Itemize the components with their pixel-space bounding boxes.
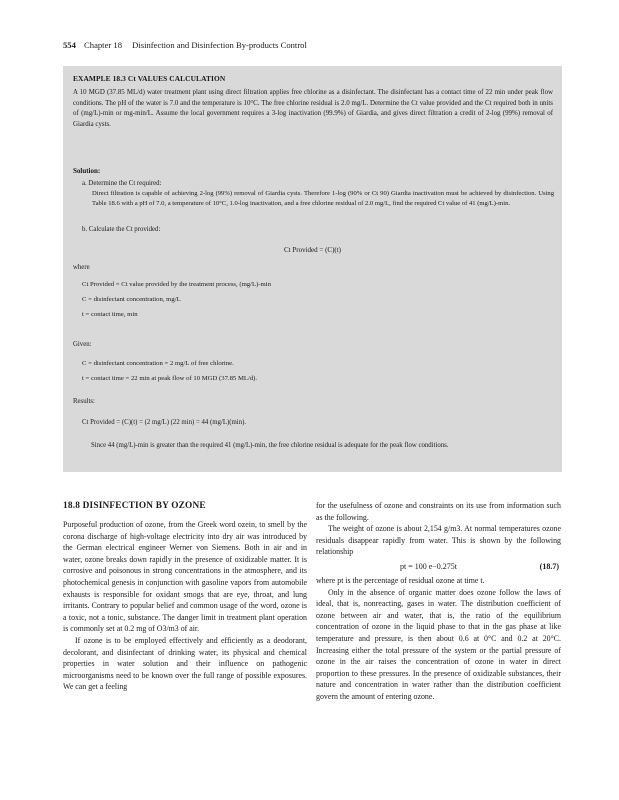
paragraph: If ozone is to be employed effectively and efficiently as a deodorant, decolorant, and disinfectant of drinking water, its physical and chemical properties in water solution and their influence on pathogenic microorganisms need to be known over the full range of possible exposures. We can get a feeling xyxy=(63,635,307,692)
result-equation: Ct Provided = (C)(t) = (2 mg/L) (22 min) = 44 (mg/L)(min). xyxy=(82,419,247,426)
paragraph: for the usefulness of ozone and constraints on its use from information such as the following. xyxy=(316,501,561,522)
paragraph: where pt is the percentage of residual ozone at time t. xyxy=(316,575,485,585)
equation-number: (18.7) xyxy=(539,561,559,571)
ozone-decay-equation xyxy=(316,558,561,575)
step-a-text: Direct filtration is capable of achieving 2-log (99%) removal of Giardia cysts. Therefore 1-log (90% or Ct 90) Giardia inactivation must be achieved by disinfection. Using Table 18.6 with a pH of 7.0, a temperature of 10°C, 1.0-log inactivation, and a free chlorine residual of 2.0 mg/L, find the required Ct value of 41 (mg/L)-min. xyxy=(92,190,554,208)
example-title: EXAMPLE 18.3 Ct VALUES CALCULATION xyxy=(73,74,226,83)
chapter-title: Disinfection and Disinfection By-products Control xyxy=(132,40,307,50)
left-column xyxy=(63,519,307,693)
given-t: t = contact time = 22 min at peak flow of 10 MGD (37.85 ML/d). xyxy=(82,375,258,382)
paragraph: Only in the absence of organic matter does ozone follow the laws of ideal, that is, nonreacting, gases in water. The distribution coefficient of ozone between air and water, that is, the ratio of the equilibrium concentration of ozone in the liquid phase to that in the gas phase at like temperature and pressure, is then about 0.6 at 0°C and 0.2 at 20°C. Increasing either the total pressure of the system or the partial pressure of ozone in the air raises the concentration of ozone in water in direct proportion to these pressures. In the presence of oxidizable substances, their nature and concentration in water rather than the distribution coefficient govern the amount of entering ozone. xyxy=(316,587,561,701)
example-problem: A 10 MGD (37.85 ML/d) water treatment plant using direct filtration applies free chlorine as a disinfectant. The disinfectant has a contact time of 22 min under peak flow conditions. The pH of the water is 7.0 and the temperature is 10°C. The free chlorine residual is 2.0 mg/L. Determine the Ct value provided and the Ct required both in units of (mg/L)-min or mg-min/L. Assume the local government requires a 3-log inactivation (99.9%) of Giardia, and gives direct filtration a credit of 2-log (99%) removal of Giardia cysts. xyxy=(73,89,553,128)
definition-c: C = disinfectant concentration, mg/L xyxy=(82,296,181,303)
conclusion: Since 44 (mg/L)-min is greater than the required 41 (mg/L)-min, the free chlorine residual is adequate for the peak flow conditions. xyxy=(91,442,449,449)
where-label: where xyxy=(73,264,90,271)
solution-heading: Solution: xyxy=(73,167,101,175)
page-number: 554 xyxy=(63,40,76,50)
equation-expression: pt = 100 e−0.275t xyxy=(400,561,458,571)
section-heading: 18.8 DISINFECTION BY OZONE xyxy=(63,501,206,511)
definition-ct: Ct Provided = Ct value provided by the treatment process, (mg/L)-min xyxy=(82,281,271,288)
results-label: Results: xyxy=(73,398,95,405)
running-header xyxy=(63,40,307,50)
step-b-label: b. Calculate the Ct provided: xyxy=(82,226,161,233)
definition-t: t = contact time, min xyxy=(82,311,138,318)
chapter-label: Chapter 18 xyxy=(84,40,122,50)
right-column xyxy=(316,500,561,703)
paragraph: The weight of ozone is about 2,154 g/m3. At normal temperatures ozone residuals disappear rapidly from water. This is shown by the following relationship xyxy=(316,524,561,557)
paragraph: Purposeful production of ozone, from the Greek word ozein, to smell by the corona discharge of high-voltage electricity into dry air was introduced by the German electrical engineer Werner von Siemens. Both in air and in water, ozone breaks down rapidly in the presence of oxidizable matter. It is corrosive and poisonous in strong concentrations in the atmosphere, and its photochemical genesis in conjunction with gasoline vapors from automobile exhausts is responsible for oxidant smogs that are eye, throat, and lung irritants. Contrary to popular belief and common usage of the word, ozone is a toxic, not a tonic, substance. The danger limit in treatment plant operation is commonly set at 0.2 mg of O3/m3 of air. xyxy=(63,520,307,634)
step-a-label: a. Determine the Ct required: xyxy=(82,180,162,187)
example-box xyxy=(63,66,562,472)
given-label: Given: xyxy=(73,341,92,348)
given-c: C = disinfectant concentration = 2 mg/L of free chlorine. xyxy=(82,360,234,367)
ct-equation: Ct Provided = (C)(t) xyxy=(283,246,342,254)
